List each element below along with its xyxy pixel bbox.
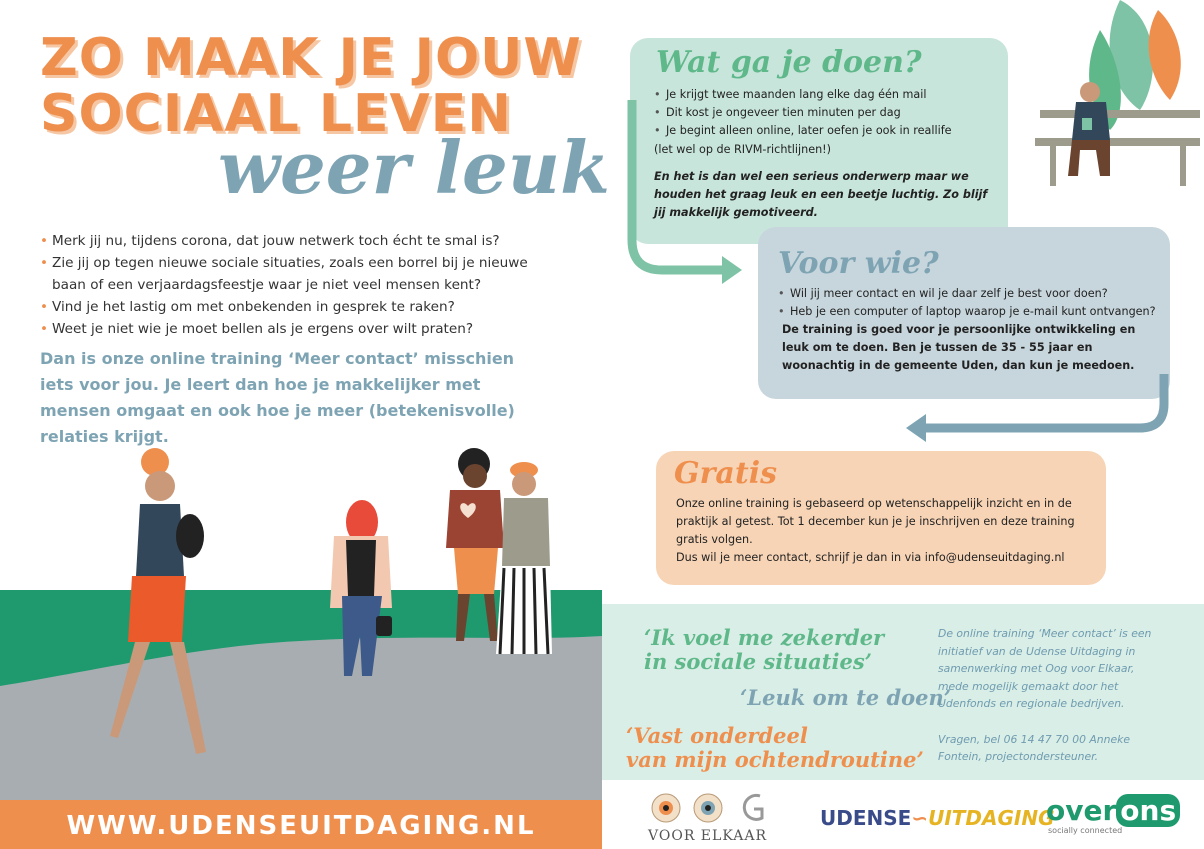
- headline-line-1: ZO MAAK JE JOUW: [40, 28, 582, 88]
- what-item: • Dit kost je ongeveer tien minuten per dag: [654, 104, 994, 122]
- question-item: • Zie jij op tegen nieuwe sociale situaties, zoals een borrel bij je nieuwe: [40, 252, 540, 274]
- intro-text: Dan is onze online training ‘Meer contact’ misschien iets voor jou. Je leert dan hoe je makkelijker met mensen omgaat en ook hoe je meer (betekenisvolle) relaties krijgt.: [40, 349, 515, 446]
- question-item-continued: baan of een verjaardagsfeestje waar je niet veel mensen kent?: [52, 277, 482, 293]
- man-pants: [1068, 140, 1110, 176]
- what-item: • Je krijgt twee maanden lang elke dag één mail: [654, 86, 994, 104]
- question-list: [40, 230, 540, 340]
- free-box-title: Gratis: [674, 456, 778, 491]
- who-item: • Heb je een computer of laptop waarop je e-mail kunt ontvangen?: [778, 303, 1158, 321]
- initiative-text: De online training ‘Meer contact’ is een initiatief van de Udense Uitdaging in samenwerking met Oog voor Elkaar, mede mogelijk gemaakt door het Udenfonds en regionale bedrijven. Vragen, bel 06 14 47 70 00 Anneke Fontein, projectondersteuner.: [938, 627, 1152, 763]
- blue-arrow: [896, 370, 1196, 450]
- swirl-icon: ∽: [911, 806, 929, 830]
- man-head: [1080, 82, 1100, 102]
- headline-line-2: SOCIAAL LEVEN: [40, 84, 512, 144]
- plant-leaf-orange: [1149, 10, 1181, 100]
- logo-udense-uitdaging: UDENSE∽UITDAGING: [820, 806, 1055, 830]
- bench-back: [1040, 110, 1200, 118]
- heart-icon: ons: [1116, 794, 1180, 827]
- what-item: • Je begint alleen online, later oefen je ook in reallife: [654, 122, 994, 140]
- green-arrow: [618, 90, 758, 290]
- free-contact: Dus wil je meer contact, schrijf je dan in via info@udenseuitdaging.nl: [676, 551, 1065, 564]
- what-closing: En het is dan wel een serieus onderwerp maar we houden het graag leuk en een beetje luchtig. Zo blijf jij makkelijk gemotiveerd.: [654, 170, 988, 219]
- who-box-title: Voor wie?: [778, 246, 939, 281]
- free-text: Onze online training is gebaseerd op wetenschappelijk inzicht en in de praktijk al getest. Tot 1 december kun je je inschrijven en deze training gratis volgen.: [676, 497, 1075, 546]
- question-item: • Merk jij nu, tijdens corona, dat jouw netwerk toch écht te smal is?: [40, 230, 540, 252]
- question-item: • Weet je niet wie je moet bellen als je ergens over wilt praten?: [40, 318, 540, 340]
- eyes-icon: [648, 792, 778, 824]
- bench-seat: [1035, 138, 1200, 146]
- what-note: (let wel op de RIVM-richtlijnen!): [654, 143, 832, 156]
- what-box-title: Wat ga je doen?: [656, 45, 922, 80]
- man-on-bench-illustration: [1030, 0, 1204, 200]
- quote-2: ‘Leuk om te doen’: [740, 685, 952, 710]
- who-closing: De training is goed voor je persoonlijke ontwikkeling en leuk om te doen. Ben je tussen de 35 - 55 jaar en woonachtig in de gemeente Uden, dan kun je meedoen.: [782, 323, 1136, 372]
- free-box: [656, 451, 1106, 585]
- website-url[interactable]: WWW.UDENSEUITDAGING.NL: [66, 811, 536, 841]
- who-box-list: [778, 285, 1158, 321]
- headline-weer-leuk: weer leuk: [218, 125, 610, 210]
- quote-3: ‘Vast onderdeel van mijn ochtendroutine’: [626, 723, 924, 772]
- who-item: • Wil jij meer contact en wil je daar zelf je best voor doen?: [778, 285, 1158, 303]
- cup: [1082, 118, 1092, 130]
- quote-1: ‘Ik voel me zekerder in sociale situaties’: [644, 625, 885, 674]
- person-striped-pants: [496, 462, 552, 654]
- logo-overons: over ons socially connected: [1046, 796, 1166, 835]
- logo-oog-voor-elkaar: VOOR ELKAAR: [648, 792, 778, 842]
- people-walking-illustration: [0, 436, 602, 802]
- question-item: • Vind je het lastig om met onbekenden in gesprek te raken?: [40, 296, 540, 318]
